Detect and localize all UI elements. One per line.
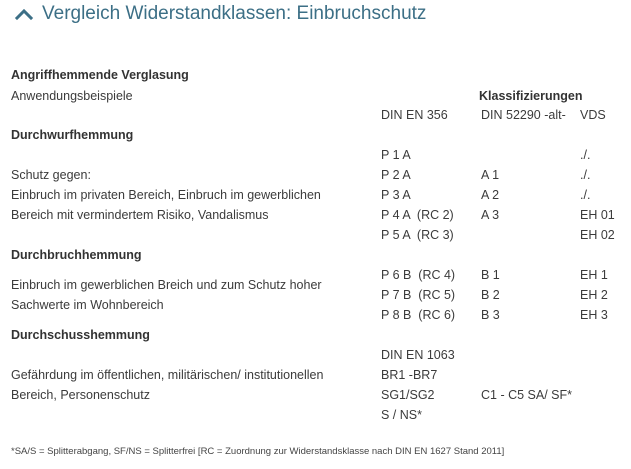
durchschuss-en-1: BR1 -BR7 bbox=[381, 368, 438, 382]
column-vds: VDS bbox=[580, 108, 606, 122]
durchbruch-en-3: P 8 B (RC 6) bbox=[381, 308, 456, 322]
glazing-heading: Angriffhemmende Verglasung bbox=[11, 68, 189, 82]
durchbruch-desc-1: Einbruch im gewerblichen Breich und zum Schutz hoher bbox=[11, 278, 322, 292]
durchbruch-vds-1: EH 1 bbox=[580, 268, 608, 282]
durchwurf-en-3: P 3 A bbox=[381, 188, 411, 202]
durchwurf-din-3: A 2 bbox=[481, 188, 500, 202]
section-header[interactable] bbox=[14, 0, 426, 28]
durchbruch-din-1: B 1 bbox=[481, 268, 500, 282]
durchwurf-din-4: A 3 bbox=[481, 208, 500, 222]
column-din-52290: DIN 52290 -alt- bbox=[481, 108, 566, 122]
durchschuss-heading: Durchschusshemmung bbox=[11, 328, 150, 342]
durchbruch-din-2: B 2 bbox=[481, 288, 500, 302]
durchschuss-en-3: S / NS* bbox=[381, 408, 422, 422]
durchwurf-heading: Durchwurfhemmung bbox=[11, 128, 134, 142]
durchwurf-en-4: P 4 A (RC 2) bbox=[381, 208, 454, 222]
durchwurf-en-5: P 5 A (RC 3) bbox=[381, 228, 454, 242]
durchwurf-vds-5: EH 02 bbox=[580, 228, 615, 242]
durchwurf-desc-3: Bereich mit vermindertem Risiko, Vandalismus bbox=[11, 208, 269, 222]
durchwurf-desc-2: Einbruch im privaten Bereich, Einbruch im gewerblichen bbox=[11, 188, 321, 202]
durchbruch-desc-2: Sachwerte im Wohnbereich bbox=[11, 298, 164, 312]
durchwurf-vds-3: ./. bbox=[580, 188, 591, 202]
durchwurf-vds-2: ./. bbox=[580, 168, 591, 182]
durchwurf-din-2: A 1 bbox=[481, 168, 500, 182]
durchbruch-vds-3: EH 3 bbox=[580, 308, 608, 322]
footnote: *SA/S = Splitterabgang, SF/NS = Splitterfrei [RC = Zuordnung zur Widerstandsklasse nach DIN EN 1627 Stand 2011] bbox=[11, 446, 505, 457]
classification-heading: Klassifizierungen bbox=[479, 89, 583, 103]
chevron-up-icon[interactable] bbox=[14, 6, 34, 22]
page-title: Vergleich Widerstandklassen: Einbruchschutz bbox=[42, 3, 427, 24]
durchbruch-heading: Durchbruchhemmung bbox=[11, 248, 142, 262]
examples-subheading: Anwendungsbeispiele bbox=[11, 89, 133, 103]
durchschuss-desc-1: Gefährdung im öffentlichen, militärischen/ institutionellen bbox=[11, 368, 324, 382]
durchschuss-din: C1 - C5 SA/ SF* bbox=[481, 388, 572, 402]
durchbruch-en-1: P 6 B (RC 4) bbox=[381, 268, 456, 282]
durchbruch-vds-2: EH 2 bbox=[580, 288, 608, 302]
durchwurf-vds-4: EH 01 bbox=[580, 208, 615, 222]
durchbruch-en-2: P 7 B (RC 5) bbox=[381, 288, 456, 302]
durchwurf-en-2: P 2 A bbox=[381, 168, 411, 182]
durchbruch-din-3: B 3 bbox=[481, 308, 500, 322]
durchwurf-vds-1: ./. bbox=[580, 148, 591, 162]
durchwurf-en-1: P 1 A bbox=[381, 148, 411, 162]
durchschuss-desc-2: Bereich, Personenschutz bbox=[11, 388, 150, 402]
durchschuss-standard: DIN EN 1063 bbox=[381, 348, 455, 362]
durchwurf-desc-1: Schutz gegen: bbox=[11, 168, 91, 182]
durchschuss-en-2: SG1/SG2 bbox=[381, 388, 435, 402]
column-din-en-356: DIN EN 356 bbox=[381, 108, 448, 122]
